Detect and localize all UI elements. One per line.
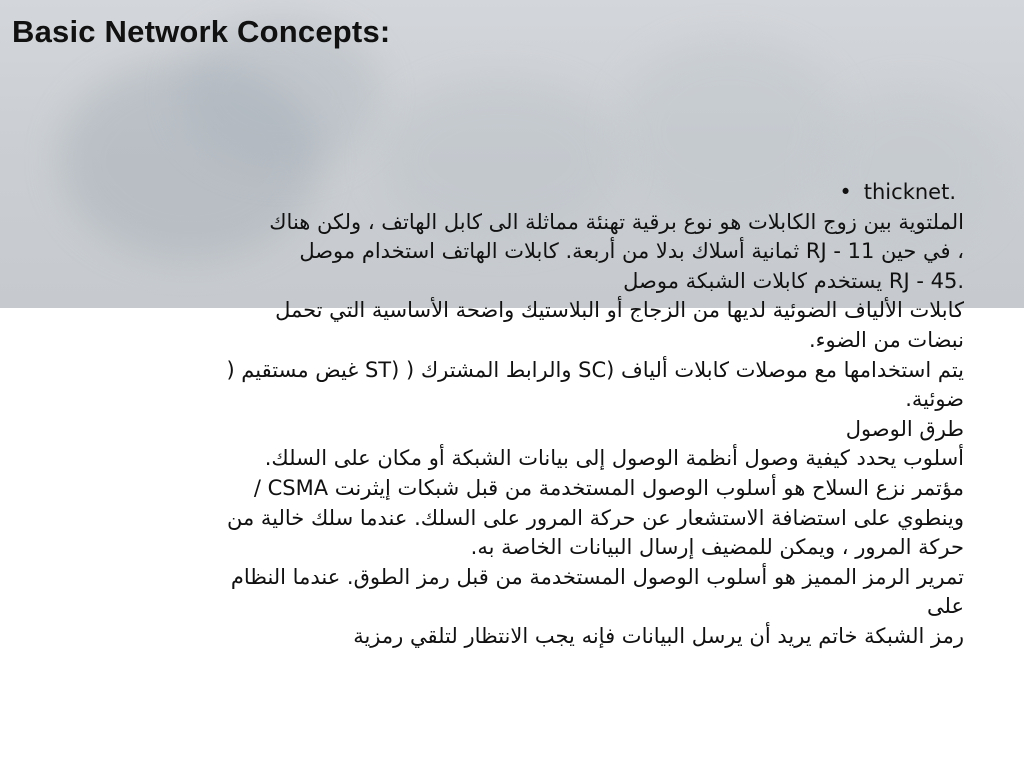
bullet-item — [124, 178, 964, 208]
bullet-text: thicknet. — [863, 180, 956, 204]
slide-body — [124, 178, 964, 652]
body-line: كابلات الألياف الضوئية لديها من الزجاج أو البلاستيك واضحة الأساسية التي تحمل — [275, 298, 964, 323]
slide-title: Basic Network Concepts: — [12, 14, 391, 49]
body-line: ، في حين RJ - 11 ثمانية أسلاك بدلا من أربعة. كابلات الهاتف استخدام موصل — [299, 239, 964, 264]
body-line: .RJ - 45 يستخدم كابلات الشبكة موصل — [623, 268, 964, 293]
body-line: وينطوي على استضافة الاستشعار عن حركة المرور على السلك. عندما سلك خالية من — [227, 505, 964, 530]
body-line: أسلوب يحدد كيفية وصول أنظمة الوصول إلى بيانات الشبكة أو مكان على السلك. — [264, 446, 964, 471]
body-line: على — [927, 594, 964, 619]
body-line: رمز الشبكة خاتم يريد أن يرسل البيانات فإنه يجب الانتظار لتلقي رمزية — [353, 623, 964, 648]
body-line: يتم استخدامها مع موصلات كابلات ألياف (SC والرابط المشترك ( (ST غيض مستقيم ( — [226, 357, 964, 382]
body-line: الملتوية بين زوج الكابلات هو نوع برقية تهنئة مماثلة الى كابل الهاتف ، ولكن هناك — [269, 209, 964, 234]
body-line: مؤتمر نزع السلاح هو أسلوب الوصول المستخدمة من قبل شبكات إيثرنت CSMA / — [253, 475, 964, 500]
body-line: حركة المرور ، ويمكن للمضيف إرسال البيانات الخاصة به. — [470, 535, 964, 560]
section-heading: طرق الوصول — [845, 416, 964, 441]
body-line: تمرير الرمز المميز هو أسلوب الوصول المستخدمة من قبل رمز الطوق. عندما النظام — [230, 564, 964, 589]
body-line: ضوئية. — [905, 387, 964, 412]
body-line: نبضات من الضوء. — [809, 327, 964, 352]
bullet-icon: • — [839, 180, 852, 204]
